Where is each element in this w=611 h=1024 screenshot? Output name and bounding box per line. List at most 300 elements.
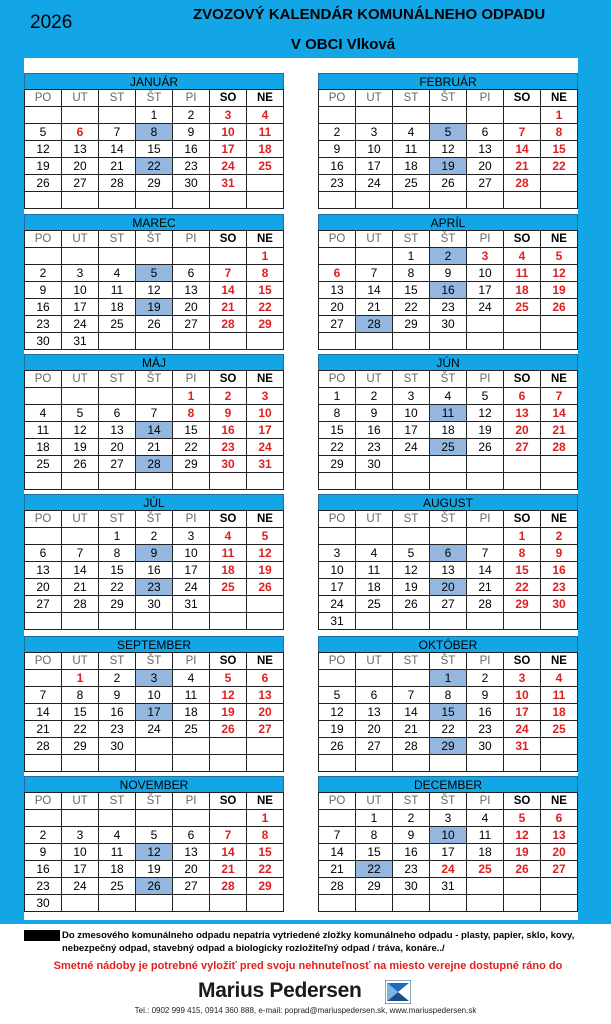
- day-cell: 10: [210, 124, 247, 141]
- empty-cell: [62, 895, 99, 912]
- day-cell: 9: [430, 265, 467, 282]
- day-cell: 29: [319, 456, 356, 473]
- month-calendar: [24, 776, 284, 912]
- weekday-header: SO: [504, 231, 541, 248]
- day-cell: 27: [173, 316, 210, 333]
- day-cell: 17: [467, 282, 504, 299]
- empty-cell: [25, 755, 62, 772]
- empty-cell: [136, 388, 173, 405]
- day-cell: 30: [541, 596, 578, 613]
- day-cell: 20: [356, 721, 393, 738]
- month-calendar: [24, 636, 284, 772]
- day-cell: 5: [430, 124, 467, 141]
- day-cell: 24: [62, 878, 99, 895]
- empty-cell: [173, 248, 210, 265]
- empty-cell: [210, 810, 247, 827]
- day-cell: 29: [393, 316, 430, 333]
- week-row: [319, 528, 578, 545]
- day-cell: 1: [136, 107, 173, 124]
- week-row: [25, 545, 284, 562]
- month-calendar: [318, 354, 578, 490]
- day-cell: 16: [173, 141, 210, 158]
- day-cell: 23: [467, 721, 504, 738]
- day-cell: 21: [210, 299, 247, 316]
- weekday-header: NE: [541, 90, 578, 107]
- week-row: [319, 810, 578, 827]
- week-row: [25, 422, 284, 439]
- empty-cell: [62, 613, 99, 630]
- day-cell: 10: [356, 141, 393, 158]
- empty-cell: [467, 107, 504, 124]
- day-cell: 6: [25, 545, 62, 562]
- day-cell: 12: [430, 141, 467, 158]
- empty-cell: [173, 895, 210, 912]
- week-row: [319, 613, 578, 630]
- week-row: [25, 141, 284, 158]
- day-cell: 29: [136, 175, 173, 192]
- day-cell: 25: [393, 175, 430, 192]
- day-cell: 27: [247, 721, 284, 738]
- day-cell: 21: [467, 579, 504, 596]
- month-days-table: [318, 230, 578, 350]
- weekday-header: ST: [99, 793, 136, 810]
- day-cell: 24: [247, 439, 284, 456]
- day-cell: 15: [62, 704, 99, 721]
- week-row: [25, 528, 284, 545]
- day-cell: 13: [99, 422, 136, 439]
- empty-cell: [467, 456, 504, 473]
- day-cell: 22: [173, 439, 210, 456]
- weekday-header: PO: [319, 90, 356, 107]
- day-cell: 4: [430, 388, 467, 405]
- day-cell: 12: [136, 844, 173, 861]
- day-cell: 24: [173, 579, 210, 596]
- day-cell: 28: [319, 878, 356, 895]
- day-cell: 16: [99, 704, 136, 721]
- day-cell: 21: [319, 861, 356, 878]
- day-cell: 12: [319, 704, 356, 721]
- day-cell: 4: [25, 405, 62, 422]
- day-cell: 11: [25, 422, 62, 439]
- weekday-header: PO: [25, 231, 62, 248]
- week-row: [25, 316, 284, 333]
- empty-cell: [541, 755, 578, 772]
- weekday-header: SO: [210, 231, 247, 248]
- month-name: OKTÓBER: [318, 636, 578, 652]
- empty-cell: [356, 192, 393, 209]
- weekday-header: ŠT: [430, 511, 467, 528]
- day-cell: 26: [136, 878, 173, 895]
- month-days-table: [318, 89, 578, 209]
- week-row: [25, 704, 284, 721]
- day-cell: 4: [210, 528, 247, 545]
- weekday-header: NE: [541, 231, 578, 248]
- empty-cell: [136, 738, 173, 755]
- empty-cell: [356, 248, 393, 265]
- day-cell: 23: [210, 439, 247, 456]
- day-cell: 19: [504, 844, 541, 861]
- weekday-header: ŠT: [430, 371, 467, 388]
- day-cell: 22: [247, 299, 284, 316]
- empty-cell: [247, 333, 284, 350]
- week-row: [25, 405, 284, 422]
- day-cell: 4: [541, 670, 578, 687]
- day-cell: 6: [173, 827, 210, 844]
- day-cell: 17: [173, 562, 210, 579]
- day-cell: 27: [319, 316, 356, 333]
- day-cell: 5: [210, 670, 247, 687]
- day-cell: 18: [430, 422, 467, 439]
- day-cell: 21: [25, 721, 62, 738]
- day-cell: 25: [504, 299, 541, 316]
- day-cell: 18: [467, 844, 504, 861]
- empty-cell: [393, 670, 430, 687]
- empty-cell: [467, 878, 504, 895]
- empty-cell: [393, 528, 430, 545]
- day-cell: 4: [173, 670, 210, 687]
- day-cell: 2: [25, 265, 62, 282]
- day-cell: 30: [430, 316, 467, 333]
- day-cell: 1: [247, 810, 284, 827]
- weekday-header: ŠT: [136, 511, 173, 528]
- day-cell: 16: [210, 422, 247, 439]
- week-row: [25, 878, 284, 895]
- day-cell: 23: [393, 861, 430, 878]
- month-days-table: [318, 792, 578, 912]
- empty-cell: [247, 192, 284, 209]
- day-cell: 9: [541, 545, 578, 562]
- day-cell: 3: [136, 670, 173, 687]
- day-cell: 5: [247, 528, 284, 545]
- day-cell: 28: [25, 738, 62, 755]
- month-name: FEBRUÁR: [318, 73, 578, 89]
- day-cell: 1: [541, 107, 578, 124]
- day-cell: 24: [393, 439, 430, 456]
- day-cell: 12: [25, 141, 62, 158]
- day-cell: 21: [210, 861, 247, 878]
- day-cell: 19: [136, 861, 173, 878]
- empty-cell: [99, 473, 136, 490]
- week-row: [319, 687, 578, 704]
- day-cell: 28: [467, 596, 504, 613]
- empty-cell: [210, 248, 247, 265]
- day-cell: 22: [504, 579, 541, 596]
- weekday-header: NE: [541, 371, 578, 388]
- day-cell: 13: [467, 141, 504, 158]
- day-cell: 9: [210, 405, 247, 422]
- day-cell: 25: [430, 439, 467, 456]
- empty-cell: [210, 333, 247, 350]
- weekday-header: PO: [319, 231, 356, 248]
- day-cell: 18: [25, 439, 62, 456]
- day-cell: 13: [247, 687, 284, 704]
- day-cell: 20: [25, 579, 62, 596]
- empty-cell: [247, 473, 284, 490]
- day-cell: 31: [210, 175, 247, 192]
- empty-cell: [62, 107, 99, 124]
- empty-cell: [136, 473, 173, 490]
- day-cell: 3: [62, 265, 99, 282]
- calendar-subtitle: V OBCI Vlková: [290, 36, 396, 53]
- day-cell: 3: [173, 528, 210, 545]
- empty-cell: [541, 175, 578, 192]
- day-cell: 21: [99, 158, 136, 175]
- empty-cell: [99, 192, 136, 209]
- empty-cell: [99, 755, 136, 772]
- week-row: [25, 124, 284, 141]
- day-cell: 18: [173, 704, 210, 721]
- day-cell: 14: [25, 704, 62, 721]
- empty-cell: [319, 895, 356, 912]
- day-cell: 21: [541, 422, 578, 439]
- day-cell: 7: [504, 124, 541, 141]
- weekday-header: PI: [173, 793, 210, 810]
- weekday-header: NE: [541, 511, 578, 528]
- day-cell: 20: [467, 158, 504, 175]
- week-row: [25, 562, 284, 579]
- week-row: [319, 405, 578, 422]
- day-cell: 16: [393, 844, 430, 861]
- empty-cell: [356, 473, 393, 490]
- week-row: [25, 439, 284, 456]
- empty-cell: [136, 755, 173, 772]
- empty-cell: [25, 528, 62, 545]
- day-cell: 23: [173, 158, 210, 175]
- day-cell: 21: [136, 439, 173, 456]
- day-cell: 18: [356, 579, 393, 596]
- day-cell: 11: [99, 282, 136, 299]
- day-cell: 15: [99, 562, 136, 579]
- day-cell: 11: [393, 141, 430, 158]
- day-cell: 6: [99, 405, 136, 422]
- day-cell: 2: [541, 528, 578, 545]
- day-cell: 3: [393, 388, 430, 405]
- day-cell: 22: [356, 861, 393, 878]
- empty-cell: [173, 738, 210, 755]
- day-cell: 18: [99, 299, 136, 316]
- month-days-table: [24, 370, 284, 490]
- day-cell: 8: [319, 405, 356, 422]
- empty-cell: [136, 613, 173, 630]
- day-cell: 12: [541, 265, 578, 282]
- day-cell: 29: [62, 738, 99, 755]
- weekday-header: SO: [504, 653, 541, 670]
- weekday-header: SO: [210, 511, 247, 528]
- empty-cell: [25, 473, 62, 490]
- weekday-header: ST: [99, 231, 136, 248]
- day-cell: 20: [62, 158, 99, 175]
- week-row: [25, 175, 284, 192]
- day-cell: 3: [210, 107, 247, 124]
- empty-cell: [504, 613, 541, 630]
- week-row: [25, 333, 284, 350]
- month-days-table: [318, 370, 578, 490]
- empty-cell: [541, 878, 578, 895]
- week-row: [25, 596, 284, 613]
- day-cell: 25: [99, 316, 136, 333]
- empty-cell: [504, 192, 541, 209]
- day-cell: 13: [430, 562, 467, 579]
- week-row: [319, 265, 578, 282]
- week-row: [25, 388, 284, 405]
- day-cell: 6: [319, 265, 356, 282]
- month-days-table: [318, 652, 578, 772]
- day-cell: 22: [319, 439, 356, 456]
- day-cell: 8: [247, 265, 284, 282]
- day-cell: 6: [356, 687, 393, 704]
- empty-cell: [247, 738, 284, 755]
- weekday-header: ŠT: [430, 653, 467, 670]
- empty-cell: [319, 528, 356, 545]
- day-cell: 7: [99, 124, 136, 141]
- day-cell: 9: [25, 844, 62, 861]
- day-cell: 19: [25, 158, 62, 175]
- weekday-header: SO: [504, 371, 541, 388]
- month-days-table: [24, 652, 284, 772]
- weekday-header: SO: [210, 371, 247, 388]
- month-days-table: [24, 230, 284, 350]
- week-row: [25, 282, 284, 299]
- day-cell: 22: [247, 861, 284, 878]
- empty-cell: [25, 107, 62, 124]
- day-cell: 2: [210, 388, 247, 405]
- day-cell: 14: [319, 844, 356, 861]
- day-cell: 2: [319, 124, 356, 141]
- week-row: [25, 107, 284, 124]
- day-cell: 11: [541, 687, 578, 704]
- empty-cell: [356, 755, 393, 772]
- day-cell: 12: [62, 422, 99, 439]
- day-cell: 8: [99, 545, 136, 562]
- day-cell: 8: [356, 827, 393, 844]
- empty-cell: [504, 107, 541, 124]
- day-cell: 12: [136, 282, 173, 299]
- day-cell: 5: [319, 687, 356, 704]
- empty-cell: [210, 755, 247, 772]
- day-cell: 28: [504, 175, 541, 192]
- weekday-header: UT: [62, 90, 99, 107]
- weekday-header: NE: [541, 793, 578, 810]
- day-cell: 27: [356, 738, 393, 755]
- day-cell: 9: [356, 405, 393, 422]
- day-cell: 10: [62, 282, 99, 299]
- day-cell: 5: [136, 827, 173, 844]
- day-cell: 1: [430, 670, 467, 687]
- day-cell: 6: [541, 810, 578, 827]
- day-cell: 17: [319, 579, 356, 596]
- day-cell: 11: [504, 265, 541, 282]
- empty-cell: [541, 613, 578, 630]
- day-cell: 12: [247, 545, 284, 562]
- weekday-header: PI: [467, 371, 504, 388]
- weekday-header: UT: [62, 653, 99, 670]
- weekday-header: PO: [319, 653, 356, 670]
- weekday-header: PI: [173, 653, 210, 670]
- empty-cell: [25, 248, 62, 265]
- day-cell: 22: [62, 721, 99, 738]
- day-cell: 13: [541, 827, 578, 844]
- day-cell: 26: [467, 439, 504, 456]
- day-cell: 26: [430, 175, 467, 192]
- weekday-header: NE: [247, 371, 284, 388]
- empty-cell: [541, 895, 578, 912]
- day-cell: 8: [430, 687, 467, 704]
- day-cell: 20: [430, 579, 467, 596]
- empty-cell: [173, 333, 210, 350]
- week-row: [319, 878, 578, 895]
- weekday-header: UT: [62, 511, 99, 528]
- empty-cell: [25, 810, 62, 827]
- day-cell: 4: [504, 248, 541, 265]
- empty-cell: [356, 613, 393, 630]
- empty-cell: [393, 473, 430, 490]
- empty-cell: [99, 248, 136, 265]
- day-cell: 23: [25, 878, 62, 895]
- empty-cell: [393, 456, 430, 473]
- day-cell: 14: [467, 562, 504, 579]
- day-cell: 4: [393, 124, 430, 141]
- weekday-header: ŠT: [430, 90, 467, 107]
- day-cell: 6: [247, 670, 284, 687]
- day-cell: 19: [210, 704, 247, 721]
- day-cell: 7: [541, 388, 578, 405]
- day-cell: 29: [504, 596, 541, 613]
- day-cell: 30: [173, 175, 210, 192]
- weekday-header: ST: [99, 371, 136, 388]
- empty-cell: [393, 192, 430, 209]
- day-cell: 30: [393, 878, 430, 895]
- day-cell: 6: [173, 265, 210, 282]
- day-cell: 3: [319, 545, 356, 562]
- month-name: SEPTEMBER: [24, 636, 284, 652]
- empty-cell: [319, 810, 356, 827]
- week-row: [319, 738, 578, 755]
- weekday-header: UT: [356, 511, 393, 528]
- day-cell: 30: [25, 895, 62, 912]
- day-cell: 3: [62, 827, 99, 844]
- day-cell: 7: [25, 687, 62, 704]
- day-cell: 21: [504, 158, 541, 175]
- month-calendar: [24, 494, 284, 630]
- week-row: [319, 299, 578, 316]
- day-cell: 22: [393, 299, 430, 316]
- empty-cell: [467, 755, 504, 772]
- month-calendar: [318, 636, 578, 772]
- company-logo-text: Marius Pedersen: [198, 979, 362, 1002]
- weekday-header: PO: [25, 653, 62, 670]
- day-cell: 5: [541, 248, 578, 265]
- day-cell: 26: [25, 175, 62, 192]
- day-cell: 8: [136, 124, 173, 141]
- weekday-header: SO: [504, 793, 541, 810]
- weekday-header: NE: [247, 90, 284, 107]
- empty-cell: [62, 248, 99, 265]
- weekday-header: PI: [467, 653, 504, 670]
- empty-cell: [62, 528, 99, 545]
- month-name: JÚL: [24, 494, 284, 510]
- empty-cell: [99, 613, 136, 630]
- day-cell: 24: [430, 861, 467, 878]
- day-cell: 5: [393, 545, 430, 562]
- day-cell: 19: [62, 439, 99, 456]
- day-cell: 27: [504, 439, 541, 456]
- empty-cell: [210, 613, 247, 630]
- empty-cell: [99, 895, 136, 912]
- month-days-table: [318, 510, 578, 630]
- day-cell: 22: [430, 721, 467, 738]
- weekday-header: UT: [356, 90, 393, 107]
- week-row: [319, 844, 578, 861]
